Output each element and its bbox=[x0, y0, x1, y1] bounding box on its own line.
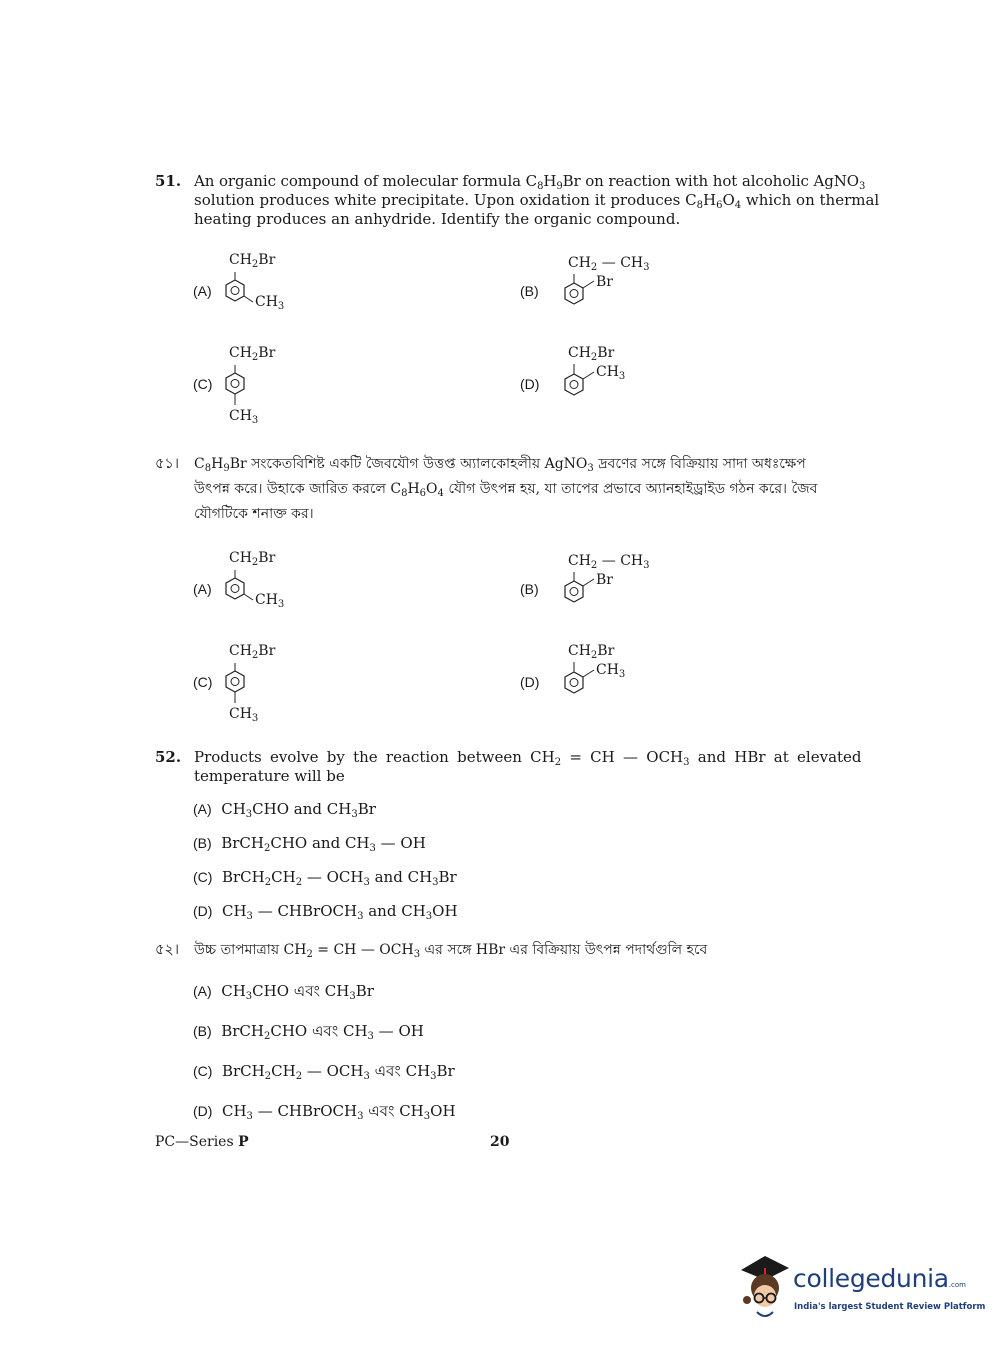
answer-option-a[interactable]: (A) $CH_3CHO$ এবং $CH_3Br$ bbox=[193, 982, 374, 1002]
answer-option-d[interactable]: (D) $CH_3$ — CHBrOCH$_3$ and $CH_3OH$ bbox=[193, 902, 458, 922]
substituent-ch3: $CH_3$ bbox=[229, 706, 259, 724]
option-label: (D) bbox=[520, 674, 540, 690]
substituent-br: Br bbox=[596, 274, 613, 290]
substituent-ch3: $CH_3$ bbox=[596, 364, 626, 382]
collegedunia-logo bbox=[735, 1252, 986, 1327]
benzene-ring-icon bbox=[520, 250, 660, 345]
substituent-ethyl: $CH_2$ — $CH_3$ bbox=[568, 255, 650, 273]
substituent-ch2br: $CH_2Br$ bbox=[229, 550, 276, 568]
question-text: $C_8H_9Br$ সংকেতবিশিষ্ট একটি জৈবযৌগ উত্তপ্ত অ্যালকোহলীয় AgNO$_3$ দ্রবণের সঙ্গে বিক্রিয়ায় সাদা অধঃক্ষেপ উৎপন্ন করে। উহাকে জারিত করলে $C_8H_6O_4$ যৌগ উৎপন্ন হয়, যা তাপের প্রভাবে অ্যানহাইড্রাইড গঠন করে। জৈব যৌগটিকে শনাক্ত কর। bbox=[194, 456, 818, 522]
substituent-ch2br: $CH_2Br$ bbox=[229, 252, 276, 270]
question-number: 52. bbox=[155, 748, 182, 766]
option-label: (B) bbox=[520, 283, 539, 299]
structure-option-c bbox=[193, 343, 433, 438]
option-label: (B) bbox=[520, 581, 539, 597]
page-number: 20 bbox=[490, 1134, 510, 1150]
substituent-br: Br bbox=[596, 572, 613, 588]
answer-option-c[interactable]: (C) $BrCH_2CH_2$ — $OCH_3$ and $CH_3Br$ bbox=[193, 868, 457, 888]
question-number: ৫১। bbox=[155, 456, 180, 472]
substituent-ch3: $CH_3$ bbox=[255, 592, 285, 610]
structure-option-a-bn bbox=[193, 548, 433, 643]
option-label: (C) bbox=[193, 376, 213, 392]
substituent-ch2br: $CH_2Br$ bbox=[229, 345, 276, 363]
answer-option-c[interactable]: (C) $BrCH_2CH_2$ — $OCH_3$ এবং $CH_3Br$ bbox=[193, 1062, 455, 1082]
logo-tagline: India's largest Student Review Platform bbox=[794, 1302, 986, 1312]
structure-option-d-bn bbox=[520, 641, 760, 736]
answer-option-b[interactable]: (B) BrCH$_2$CHO and $CH_3$ — OH bbox=[193, 834, 426, 854]
structure-option-b-bn bbox=[520, 548, 760, 643]
structure-option-b bbox=[520, 250, 760, 345]
substituent-ch3: $CH_3$ bbox=[255, 294, 285, 312]
benzene-ring-icon bbox=[520, 343, 660, 438]
benzene-ring-icon bbox=[193, 548, 313, 643]
substituent-ch3: $CH_3$ bbox=[596, 662, 626, 680]
structure-option-a bbox=[193, 250, 433, 345]
option-label: (C) bbox=[193, 674, 213, 690]
substituent-ethyl: $CH_2$ — $CH_3$ bbox=[568, 553, 650, 571]
substituent-ch2br: $CH_2Br$ bbox=[229, 643, 276, 661]
option-label: (D) bbox=[520, 376, 540, 392]
structure-option-c-bn bbox=[193, 641, 433, 736]
series-label: PC—Series P bbox=[155, 1134, 249, 1150]
answer-option-d[interactable]: (D) $CH_3$ — CHBrOCH$_3$ এবং $CH_3OH$ bbox=[193, 1102, 456, 1122]
benzene-ring-icon bbox=[520, 641, 660, 736]
question-number: 51. bbox=[155, 172, 182, 190]
answer-option-b[interactable]: (B) BrCH$_2$CHO এবং $CH_3$ — OH bbox=[193, 1022, 424, 1042]
answer-option-a[interactable]: (A) $CH_3CHO$ and $CH_3Br$ bbox=[193, 800, 376, 820]
question-text: Products evolve by the reaction between $CH_2$ = CH — $OCH_3$ and HBr at elevated temperature will be bbox=[194, 748, 862, 785]
option-label: (A) bbox=[193, 581, 212, 597]
benzene-ring-icon bbox=[193, 250, 313, 345]
question-number: ৫২। bbox=[155, 942, 180, 958]
mascot-icon bbox=[735, 1252, 795, 1327]
structure-option-d bbox=[520, 343, 760, 438]
logo-wordmark: collegedunia.com bbox=[793, 1264, 966, 1293]
option-label: (A) bbox=[193, 283, 212, 299]
substituent-ch2br: $CH_2Br$ bbox=[568, 345, 615, 363]
benzene-ring-icon bbox=[520, 548, 660, 643]
substituent-ch3: $CH_3$ bbox=[229, 408, 259, 426]
question-text: An organic compound of molecular formula $C_8H_9Br$ on reaction with hot alcoholic AgNO$_3$ solution produces white precipitate. Upon oxidation it produces $C_8H_6O_4$ which on thermal heating produces an anhydride. Identify the organic compound. bbox=[194, 172, 880, 228]
question-text: উচ্চ তাপমাত্রায় $CH_2$ = CH — $OCH_3$ এর সঙ্গে HBr এর বিক্রিয়ায় উৎপন্ন পদার্থগুলি হবে bbox=[194, 942, 708, 960]
substituent-ch2br: $CH_2Br$ bbox=[568, 643, 615, 661]
